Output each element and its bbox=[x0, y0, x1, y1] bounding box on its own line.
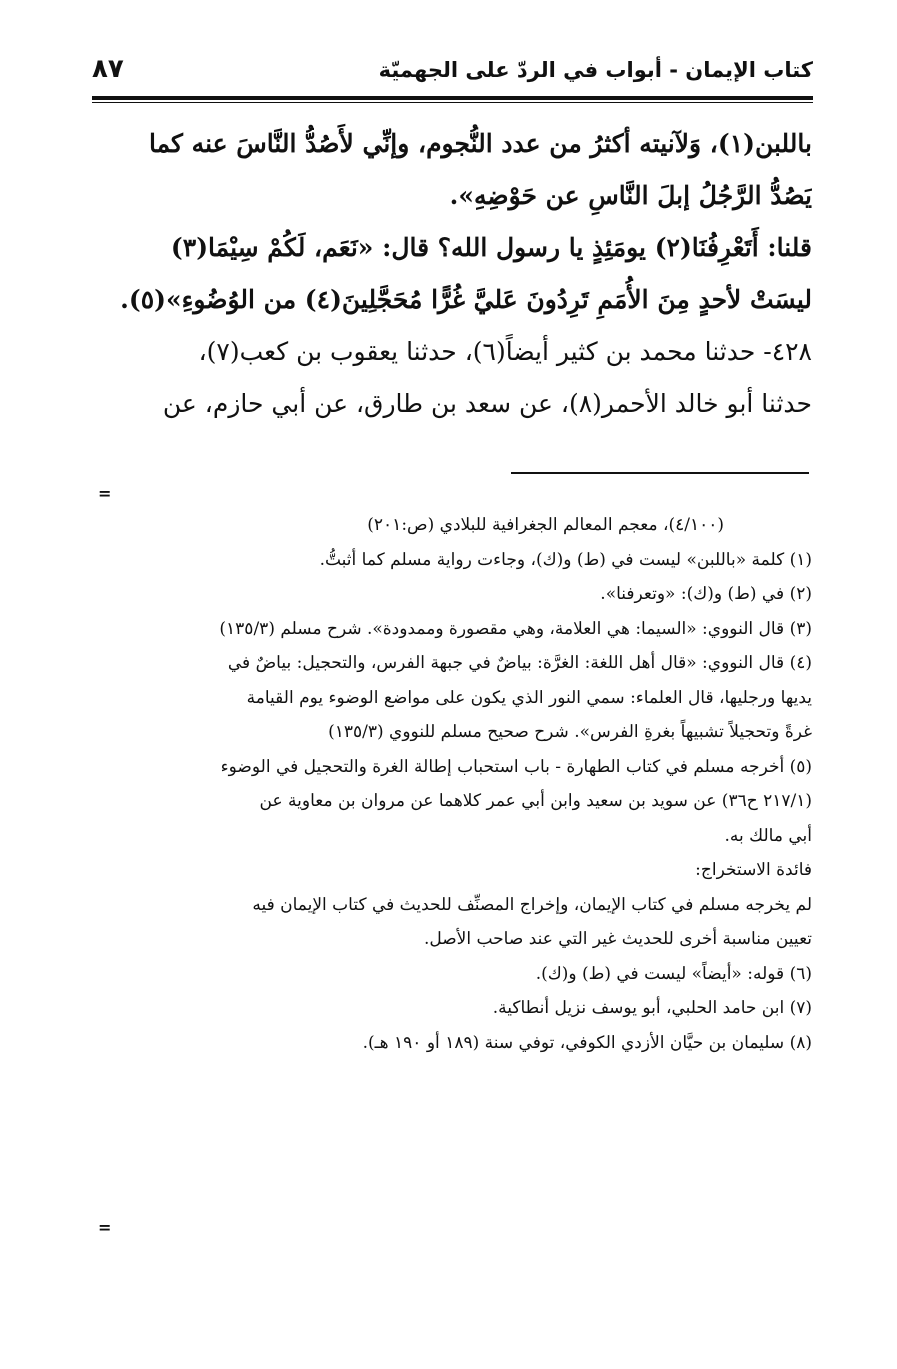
footnote-line: (٤/١٠٠)، معجم المعالم الجغرافية للبلادي (ص:٢٠١) bbox=[367, 515, 724, 535]
footnote-line: تعيين مناسبة أخرى للحديث غير التي عند صاحب الأصل. bbox=[423, 929, 812, 949]
main-line: قلنا: أَتَعْرِفُنَا(٢) يومَئِذٍ يا رسول الله؟ قال: «نَعَم، لَكُمْ سِيْمَا(٣) bbox=[170, 233, 812, 262]
main-line: حدثنا أبو خالد الأحمر(٨)، عن سعد بن طارق، عن أبي حازم، عن bbox=[162, 389, 812, 418]
footnote-line: (٣) قال النووي: «السيما: هي العلامة، وهي مقصورة وممدودة». شرح مسلم (١٣٥/٣) bbox=[219, 618, 812, 639]
header-rule-thick bbox=[92, 96, 813, 100]
main-text bbox=[96, 118, 812, 430]
footnotes bbox=[96, 508, 812, 1060]
running-title: كتاب الإيمان - أبواب في الردّ على الجهميّة bbox=[378, 58, 813, 82]
footnote-line: (٢) في (ط) و(ك): «وتعرفنا». bbox=[600, 584, 812, 604]
page-header bbox=[92, 52, 813, 94]
page-number: ٨٧ bbox=[92, 54, 124, 84]
carry-over-mark: = bbox=[98, 484, 112, 503]
footnote-line: غرةً وتحجيلاً تشبيهاً بغرةِ الفرس». شرح صحيح مسلم للنووي (١٣٥/٣) bbox=[328, 722, 812, 742]
footnote-line: (٤) قال النووي: «قال أهل اللغة: الغرَّة: بياضٌ في جبهة الفرس، والتحجيل: بياضٌ في bbox=[227, 653, 812, 673]
end-mark: = bbox=[98, 1218, 112, 1237]
header-rule-thin bbox=[92, 102, 813, 103]
footnote-line: (٧) ابن حامد الحلبي، أبو يوسف نزيل أنطاكية. bbox=[492, 998, 812, 1018]
footnote-line: يديها ورجليها، قال العلماء: سمي النور الذي يكون على مواضع الوضوء يوم القيامة bbox=[246, 687, 812, 708]
main-line: باللبن(١)، وَلآنيته أكثرُ من عدد النُّجوم، وإنِّي لأَصُدُّ النَّاسَ عنه كما bbox=[148, 129, 812, 158]
footnote-line: لم يخرجه مسلم في كتاب الإيمان، وإخراج المصنِّف للحديث في كتاب الإيمان فيه bbox=[252, 894, 812, 915]
main-line: يَصُدُّ الرَّجُلُ إبلَ النَّاسِ عن حَوْضِهِ». bbox=[449, 181, 812, 210]
footnote-line: أبي مالك به. bbox=[724, 825, 812, 846]
footnote-line: (١) كلمة «باللبن» ليست في (ط) و(ك)، وجاءت رواية مسلم كما أثبتُّ. bbox=[319, 549, 812, 570]
footnote-line: (٥) أخرجه مسلم في كتاب الطهارة - باب استحباب إطالة الغرة والتحجيل في الوضوء bbox=[220, 756, 812, 777]
footnote-line: فائدة الاستخراج: bbox=[695, 860, 812, 880]
main-line: ٤٢٨- حدثنا محمد بن كثير أيضاً(٦)، حدثنا يعقوب بن كعب(٧)، bbox=[198, 337, 812, 366]
footnote-line: (٦) قوله: «أيضاً» ليست في (ط) و(ك). bbox=[535, 963, 812, 984]
footnote-separator bbox=[511, 472, 809, 474]
main-line: ليسَتْ لأحدٍ مِنَ الأُمَمِ تَرِدُونَ عَليَّ غُرًّا مُحَجَّلِينَ(٤) من الوُضُوءِ»(٥). bbox=[120, 285, 812, 314]
footnote-line: (٨) سليمان بن حيَّان الأزدي الكوفي، توفي سنة (١٨٩ أو ١٩٠ هـ). bbox=[362, 1032, 812, 1053]
footnote-line: (٢١٧/١ ح٣٦) عن سويد بن سعيد وابن أبي عمر كلاهما عن مروان بن معاوية عن bbox=[259, 791, 812, 811]
